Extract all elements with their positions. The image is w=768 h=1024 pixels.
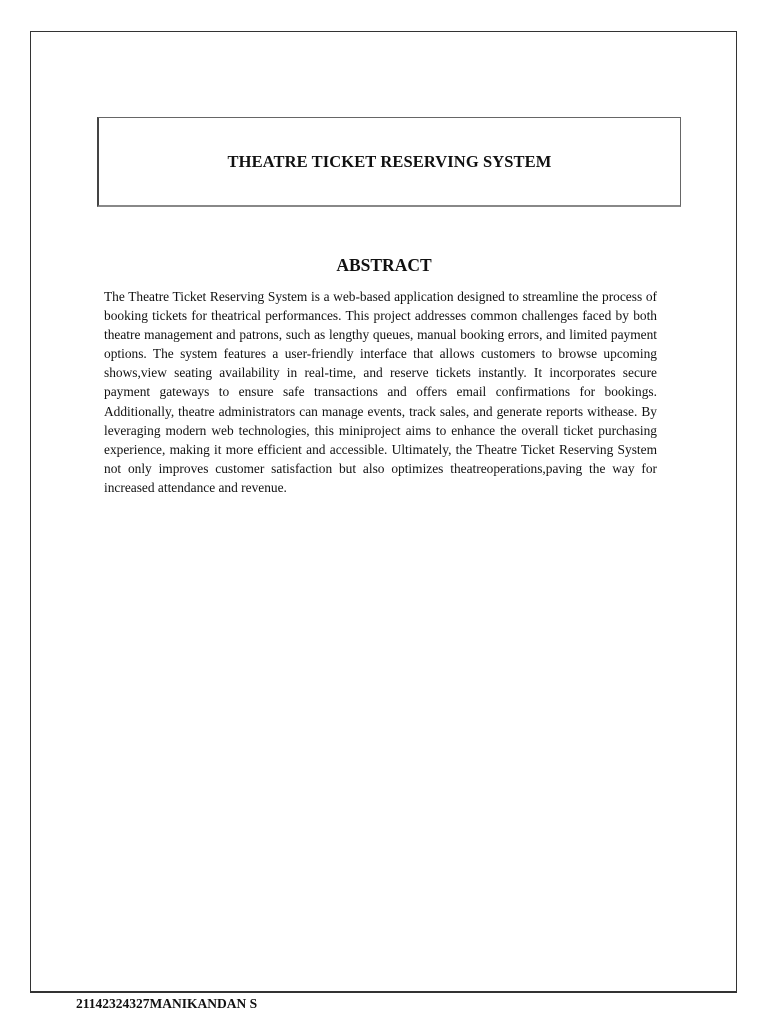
footer-text: 21142324327MANIKANDAN S	[76, 996, 258, 1011]
abstract-body: The Theatre Ticket Reserving System is a web-based application designed to streamline the process of booking tickets for theatrical performances. This project addresses common challenges faced by both theatre management and patrons, such as lengthy queues, manual booking errors, and limited payment options. The system features a user-friendly interface that allows customers to browse upcoming shows,view seating availability in real-time, and reserve tickets instantly. It incorporates secure payment gateways to ensure safe transactions and offers email confirmations for bookings. Additionally, theatre administrators can manage events, track sales, and generate reports withease. By leveraging modern web technologies, this miniproject aims to enhance the overall ticket purchasing experience, making it more efficient and accessible. Ultimately, the Theatre Ticket Reserving System not only improves customer satisfaction but also optimizes theatreoperations,paving the way for increased attendance and revenue.	[104, 289, 657, 495]
footer-divider	[30, 992, 737, 993]
title-box	[97, 117, 681, 207]
document-title: THEATRE TICKET RESERVING SYSTEM	[227, 151, 552, 171]
abstract-heading: ABSTRACT	[336, 255, 432, 275]
